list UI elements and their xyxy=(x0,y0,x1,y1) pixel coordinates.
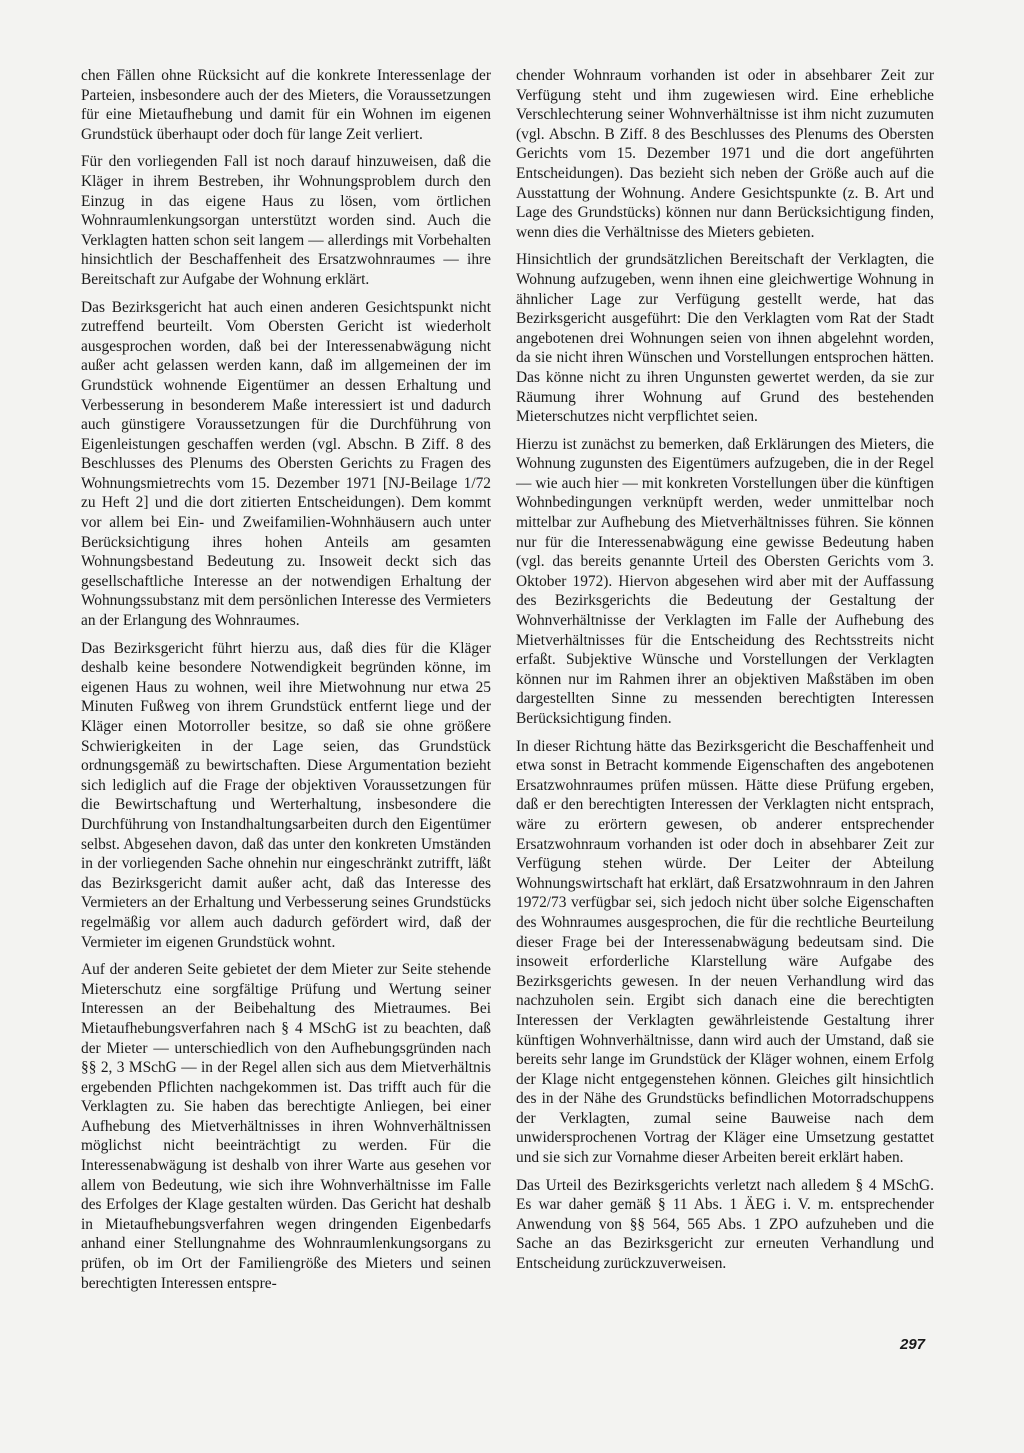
paragraph: chender Wohnraum vorhanden ist oder in absehbarer Zeit zur Verfügung steht und ihm zugewiesen wird. Eine erhebliche Verschlechterung seiner Wohnverhältnisse ist ihm nicht zuzumuten (vgl. Abschn. B Ziff. 8 des Beschlusses des Plenums des Obersten Gerichts vom 15. Dezember 1971 und die dort angeführten Entscheidungen). Das bezieht sich neben der Größe auch auf die Ausstattung der Wohnung. Andere Gesichtspunkte (z. B. Art und Lage des Grundstücks) können nur dann Berücksichtigung finden, wenn dies die Verhältnisse des Mieters gebieten. xyxy=(516,67,934,241)
paragraph: Hierzu ist zunächst zu bemerken, daß Erklärungen des Mieters, die Wohnung zugunsten des Eigentümers aufzugeben, die in der Regel — wie auch hier — mit konkreten Vorstellungen über die künftigen Wohnbedingungen verknüpft werden, weder unmittelbar noch mittelbar zur Aufhebung des Mietverhältnisses führen. Sie können nur für die Interessenabwägung eine gewisse Bedeutung haben (vgl. das bereits genannte Urteil des Obersten Gerichts vom 3. Oktober 1972). Hiervon abgesehen wird aber mit der Auffassung des Bezirksgerichts die Bedeutung der Gestaltung der Wohnverhältnisse der Verklagten im Falle der Aufhebung des Mietverhältnisses für die Entscheidung des Rechtsstreits nicht erfaßt. Subjektive Wünsche und Vorstellungen der Verklagten können nur im Rahmen ihrer an objektiven Maßstäben im oben dargestellten Sinne zu messenden berechtigten Interessen Berücksichtigung finden. xyxy=(516,435,934,727)
left-column xyxy=(81,66,491,1301)
paragraph: In dieser Richtung hätte das Bezirksgericht die Beschaffenheit und etwa sonst in Betracht kommende Eigenschaften des angebotenen Ersatzwohnraumes prüfen müssen. Hätte diese Prüfung ergeben, daß er den berechtigten Interessen der Verklagten nicht entsprach, wäre zu erörtern gewesen, ob anderer entsprechender Ersatzwohnraum vorhanden ist oder doch in absehbarer Zeit zur Verfügung stehen würde. Der Leiter der Abteilung Wohnungswirtschaft hat erklärt, daß Ersatzwohnraum in den Jahren 1972/73 verfügbar sei, sich jedoch nicht über solche Eigenschaften des Wohnraumes ausgesprochen, die für die rechtliche Beurteilung dieser Frage bei der Interessenabwägung bedeutsam sind. Die insoweit erforderliche Klarstellung wäre Aufgabe des Bezirksgerichts gewesen. In der neuen Verhandlung wird das nachzuholen sein. Ergibt sich danach eine die berechtigten Interessen der Verklagten gewährleistende Gestaltung ihrer künftigen Wohnverhältnisse, dann wird auch der Umstand, daß sie bereits sehr lange im Grundstück der Kläger wohnen, einem Erfolg der Klage nicht entgegenstehen können. Gleiches gilt hinsichtlich des in der Nähe des Grundstücks befindlichen Motorradschuppens der Verklagten, zumal seine Bauweise nach dem unwidersprochenen Vortrag der Kläger eine Umsetzung gestattet und sie sich zur Vornahme dieser Arbeiten bereit erklärt haben. xyxy=(516,737,934,1167)
right-column xyxy=(516,66,934,1282)
paragraph: Das Bezirksgericht führt hierzu aus, daß dies für die Kläger deshalb keine besondere Notwendigkeit begründen könne, im eigenen Haus zu wohnen, weil ihre Mietwohnung nur etwa 25 Minuten Fußweg von ihrem Grundstück entfernt liege und der Kläger einen Motorroller besitze, so daß sie ohne größere Schwierigkeiten in der Lage seien, das Grundstück ordnungsgemäß zu bewirtschaften. Diese Argumentation bezieht sich lediglich auf die Frage der objektiven Voraussetzungen für die Bewirtschaftung und Werterhaltung, insbesondere die Durchführung von Instandhaltungsarbeiten durch den Eigentümer selbst. Abgesehen davon, daß das unter den konkreten Umständen in der vorliegenden Sache ohnehin nur eingeschränkt zutrifft, läßt das Bezirksgericht damit außer acht, daß das Interesse des Vermieters an der Erhaltung und Verbesserung seines Grundstücks regelmäßig vor allem auch dadurch gefördert wird, daß der Vermieter im eigenen Grundstück wohnt. xyxy=(81,639,491,951)
paragraph: Hinsichtlich der grundsätzlichen Bereitschaft der Verklagten, die Wohnung aufzugeben, wenn ihnen eine gleichwertige Wohnung in ähnlicher Lage zur Verfügung gestellt werde, hat das Bezirksgericht ausgeführt: Die den Verklagten vom Rat der Stadt angebotenen drei Wohnungen seien von ihnen abgelehnt worden, da sie nicht ihren Wünschen und Vorstellungen entsprochen hätten. Das könne nicht zu ihren Ungunsten gewertet werden, da sie zur Räumung ihrer Wohnung auf Grund des bestehenden Mieterschutzes nicht verpflichtet seien. xyxy=(516,251,934,426)
paragraph: Für den vorliegenden Fall ist noch darauf hinzuweisen, daß die Kläger in ihrem Bestreben, ihr Wohnungsproblem durch den Einzug in das eigene Haus zu lösen, vom örtlichen Wohnraumlenkungsorgan unterstützt worden sind. Auch die Verklagten hatten schon seit langem — allerdings mit Vorbehalten hinsichtlich der Beschaffenheit des Ersatzwohnraumes — ihre Bereitschaft zur Aufgabe der Wohnung erklärt. xyxy=(81,153,491,288)
paragraph: chen Fällen ohne Rücksicht auf die konkrete Interessenlage der Parteien, insbesondere auch der des Mieters, die Voraussetzungen für eine Mietaufhebung und damit für ein Wohnen im eigenen Grundstück überhaupt oder doch für lange Zeit verliert. xyxy=(81,67,491,143)
paragraph: Das Urteil des Bezirksgerichts verletzt nach alledem § 4 MSchG. Es war daher gemäß § 11 Abs. 1 ÄEG i. V. m. entsprechender Anwendung von §§ 564, 565 Abs. 1 ZPO aufzuheben und die Sache an das Bezirksgericht zur erneuten Verhandlung und Entscheidung zurückzuverweisen. xyxy=(516,1176,934,1273)
paragraph: Auf der anderen Seite gebietet der dem Mieter zur Seite stehende Mieterschutz eine sorgfältige Prüfung und Wertung seiner Interessen an der Beibehaltung des Mietraumes. Bei Mietaufhebungsverfahren nach § 4 MSchG ist zu beachten, daß der Mieter — unterschiedlich von den Aufhebungsgründen nach §§ 2, 3 MSchG — in der Regel allen sich aus dem Mietverhältnis ergebenden Pflichten nachgekommen ist. Das trifft auch für die Verklagten zu. Sie haben das berechtigte Anliegen, bei einer Aufhebung des Mietverhältnisses in ihren Wohnverhältnissen möglichst nicht beeinträchtigt zu werden. Für die Interessenabwägung ist deshalb von ihrer Warte aus gesehen vor allem von Bedeutung, wie sich ihre Wohnverhältnisse im Falle des Erfolges der Klage gestalten würden. Das Gericht hat deshalb in Mietaufhebungsverfahren wegen dringenden Eigenbedarfs anhand einer Stellungnahme des Wohnraumlenkungsorgans zu prüfen, ob im Ort der Familiengröße des Mieters und seinen berechtigten Interessen entspre- xyxy=(81,961,491,1292)
page-number: 297 xyxy=(900,1336,926,1353)
paragraph: Das Bezirksgericht hat auch einen anderen Gesichtspunkt nicht zutreffend beurteilt. Vom Obersten Gericht ist wiederholt ausgesprochen worden, daß bei der Interessenabwägung nicht außer acht gelassen werden kann, daß im allgemeinen der im Grundstück wohnende Eigentümer an dessen Erhaltung und Verbesserung in besonderem Maße interessiert ist und dadurch auch günstigere Voraussetzungen für die Durchführung von Eigenleistungen geschaffen werden (vgl. Abschn. B Ziff. 8 des Beschlusses des Plenums des Obersten Gerichts zu Fragen des Wohnungsmietrechts vom 15. Dezember 1971 [NJ-Beilage 1/72 zu Heft 2] und die dort zitierten Entscheidungen). Dem kommt vor allem bei Ein- und Zweifamilien-Wohnhäusern auch unter Berücksichtigung ihres hohen Anteils am gesamten Wohnungsbestand Bedeutung zu. Insoweit deckt sich das gesellschaftliche Interesse an der notwendigen Erhaltung der Wohnungssubstanz mit dem persönlichen Interesse des Vermieters an der Erlangung des Wohnraumes. xyxy=(81,298,491,630)
